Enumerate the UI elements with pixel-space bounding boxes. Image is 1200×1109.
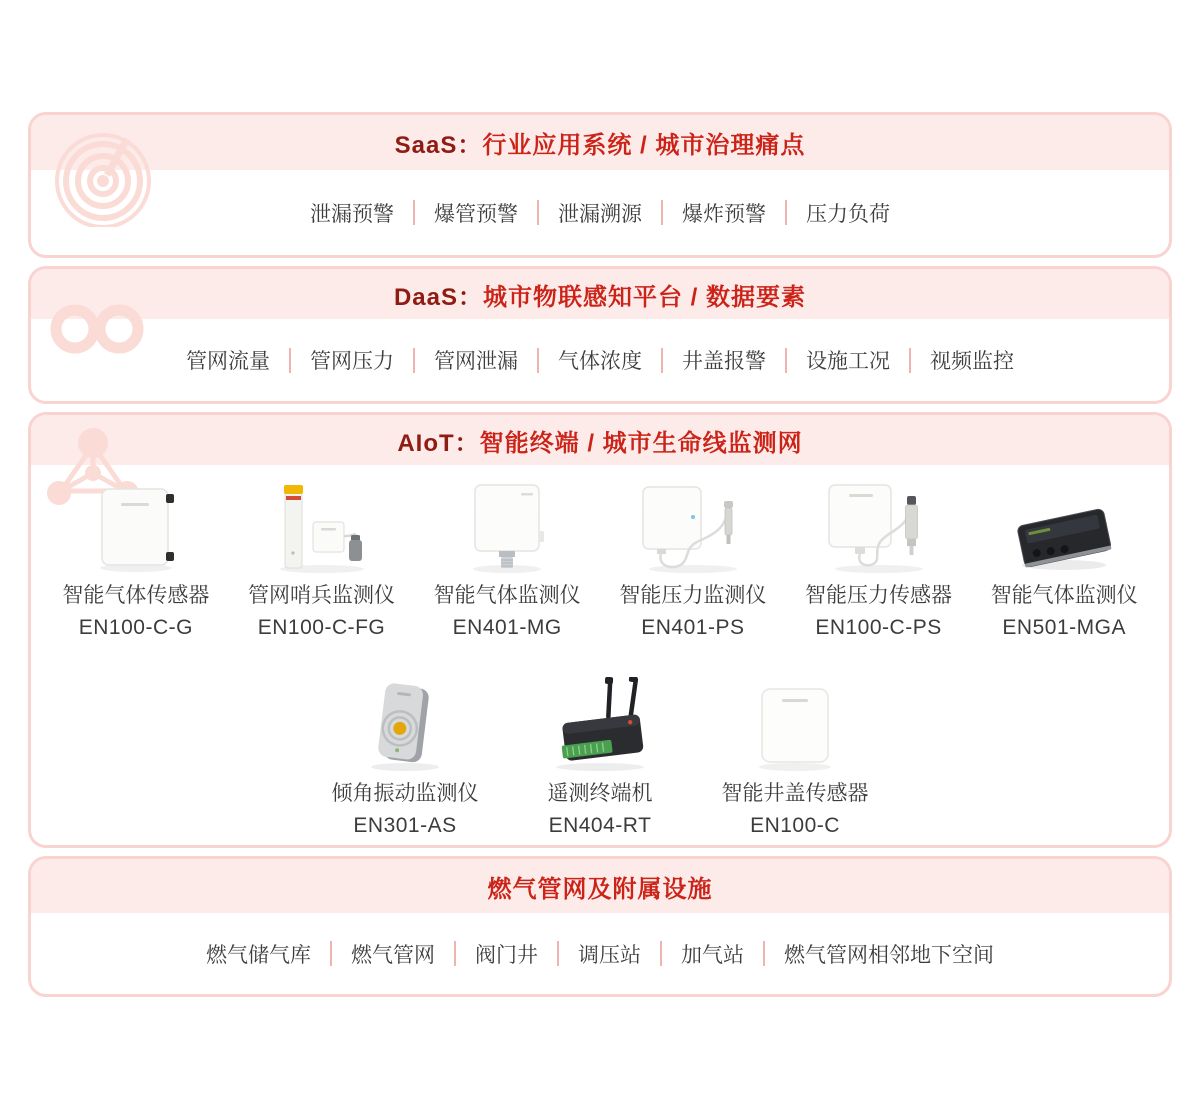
list-item: 视频监控	[930, 350, 1014, 373]
product-image	[451, 481, 563, 573]
aiot-title-text: 智能终端 / 城市生命线监测网	[479, 429, 803, 457]
saas-header-band	[31, 115, 1169, 170]
daas-title-prefix: DaaS：	[393, 283, 484, 311]
infrastructure-title	[488, 869, 713, 904]
product-name: 智能气体监测仪	[990, 584, 1138, 607]
product-model: EN401-MG	[452, 616, 562, 639]
infrastructure-title-text: 燃气管网及附属设施	[487, 875, 713, 903]
product-card	[600, 481, 786, 645]
list-item: 爆管预警	[434, 202, 518, 226]
pressure-monitor-image	[627, 481, 759, 573]
product-model: EN404-RT	[548, 814, 652, 837]
list-item: 爆炸预警	[682, 202, 766, 226]
product-image	[739, 679, 851, 771]
list-item: 调压站	[578, 943, 641, 967]
product-card	[786, 481, 972, 645]
gas-sensor-box-image	[80, 483, 192, 573]
saas-title-prefix: SaaS：	[394, 132, 483, 159]
product-card	[414, 481, 600, 645]
saas-title-text: 行业应用系统 / 城市治理痛点	[482, 132, 806, 159]
product-card	[698, 679, 893, 843]
product-image	[627, 481, 759, 573]
telemetry-terminal-image	[534, 677, 666, 771]
manhole-sensor-image	[739, 681, 851, 771]
gas-monitor-box-image	[451, 481, 563, 573]
aiot-title	[397, 423, 802, 458]
product-name: 智能气体传感器	[62, 584, 210, 607]
aiot-product-row-1	[31, 481, 1169, 645]
product-model: EN100-C-FG	[257, 616, 386, 639]
list-item: 泄漏溯源	[558, 202, 642, 226]
list-item: 燃气管网相邻地下空间	[784, 943, 994, 967]
layer-stack	[28, 112, 1172, 997]
daas-title	[394, 277, 806, 312]
product-card	[308, 679, 503, 843]
list-item: 燃气储气库	[206, 943, 311, 967]
product-card	[971, 481, 1157, 645]
section-aiot	[28, 412, 1172, 848]
list-item: 管网压力	[310, 350, 394, 373]
product-image	[349, 679, 461, 771]
section-infrastructure	[28, 856, 1172, 997]
list-item: 加气站	[681, 943, 744, 967]
list-item: 管网流量	[186, 350, 270, 373]
product-image	[534, 679, 666, 771]
product-image	[813, 481, 945, 573]
product-model: EN301-AS	[353, 814, 457, 837]
product-name: 智能压力监测仪	[619, 584, 767, 607]
daas-header-band	[31, 269, 1169, 319]
infrastructure-item-row	[31, 913, 1169, 994]
product-model: EN100-C	[750, 814, 840, 837]
product-model: EN100-C-G	[78, 616, 193, 639]
aiot-product-row-2	[31, 679, 1169, 843]
saas-title	[395, 125, 806, 160]
product-card	[503, 679, 698, 843]
list-item: 燃气管网	[351, 943, 435, 967]
product-model: EN501-MGA	[1002, 616, 1126, 639]
product-card	[43, 481, 229, 645]
section-saas	[28, 112, 1172, 258]
product-name: 倾角振动监测仪	[331, 782, 479, 805]
list-item: 压力负荷	[806, 202, 890, 226]
daas-item-row	[31, 319, 1169, 401]
product-name: 管网哨兵监测仪	[248, 584, 395, 607]
product-model: EN401-PS	[641, 616, 745, 639]
infrastructure-header-band	[31, 859, 1169, 913]
pressure-sensor-image	[813, 481, 945, 573]
product-name: 智能气体监测仪	[433, 584, 581, 607]
list-item: 设施工况	[806, 350, 890, 373]
section-daas	[28, 266, 1172, 404]
gas-monitor-black-image	[998, 481, 1130, 573]
product-model: EN100-C-PS	[815, 616, 942, 639]
list-item: 气体浓度	[558, 350, 642, 373]
product-name: 智能井盖传感器	[721, 782, 869, 805]
product-image	[261, 481, 383, 573]
product-image	[80, 481, 192, 573]
list-item: 管网泄漏	[434, 350, 518, 373]
product-name: 智能压力传感器	[805, 584, 953, 607]
aiot-title-prefix: AIoT：	[397, 429, 480, 457]
aiot-header-band	[31, 415, 1169, 465]
saas-item-row	[31, 170, 1169, 255]
pipeline-sentinel-image	[261, 479, 383, 573]
list-item: 阀门井	[475, 943, 538, 967]
tilt-vibration-image	[349, 677, 461, 771]
list-item: 泄漏预警	[310, 202, 394, 226]
product-card	[229, 481, 415, 645]
list-item: 井盖报警	[682, 350, 766, 373]
product-image	[998, 481, 1130, 573]
product-name: 遥测终端机	[547, 782, 653, 805]
daas-title-text: 城市物联感知平台 / 数据要素	[483, 283, 807, 311]
